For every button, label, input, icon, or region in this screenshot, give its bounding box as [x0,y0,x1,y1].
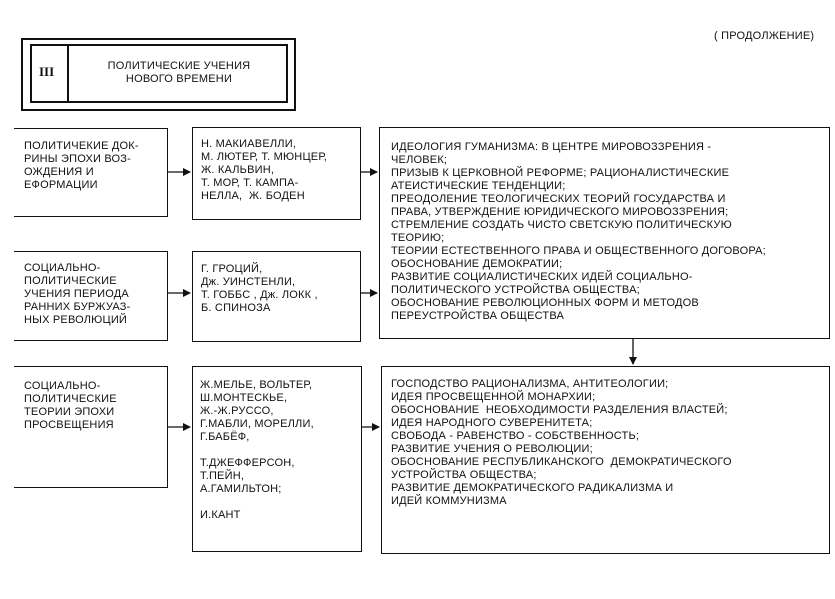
category-label-bourgeois-revolutions: СОЦИАЛЬНО- ПОЛИТИЧЕСКИЕ УЧЕНИЯ ПЕРИОДА РАННИХ БУРЖУАЗ- НЫХ РЕВОЛЮЦИЙ [24,262,131,326]
thinkers-list-bourgeois-revolutions: Г. ГРОЦИЙ, Дж. УИНСТЕНЛИ, Т. ГОББС , Дж. ЛОКК , Б. СПИНОЗА [201,263,318,314]
thinkers-list-enlightenment: Ж.МЕЛЬЕ, ВОЛЬТЕР, Ш.МОНТЕСКЬЕ, Ж.-Ж.РУССО, Г.МАБЛИ, МОРЕЛЛИ, Г.БАБЁФ, Т.ДЖЕФФЕРСОН, Т.ПЕЙН, А.ГАМИЛЬТОН; И.КАНТ [200,379,314,521]
ideas-text-lower: ГОСПОДСТВО РАЦИОНАЛИЗМА, АНТИТЕОЛОГИИ; ИДЕЯ ПРОСВЕЩЕННОЙ МОНАРХИИ; ОБОСНОВАНИЕ НЕОБХОДИМОСТИ РАЗДЕЛЕНИЯ ВЛАСТЕЙ; ИДЕЯ НАРОДНОГО СУВЕРЕНИТЕТА; СВОБОДА - РАВЕНСТВО - СОБСТВЕННОСТЬ; РАЗВИТИЕ УЧЕНИЯ О РЕВОЛЮЦИИ; ОБОСНОВАНИЕ РЕСПУБЛИКАНСКОГО ДЕМОКРАТИЧЕСКОГО УСТРОЙСТВА ОБЩЕСТВА; РАЗВИТИЕ ДЕМОКРАТИЧЕСКОГО РАДИКАЛИЗМА И ИДЕЙ КОММУНИЗМА [391,378,732,507]
continuation-note: ( ПРОДОЛЖЕНИЕ) [714,30,815,42]
thinkers-list-renaissance: Н. МАКИАВЕЛЛИ, М. ЛЮТЕР, Т. МЮНЦЕР, Ж. КАЛЬВИН, Т. МОР, Т. КАМПА- НЕЛЛА, Ж. БОДЕН [201,138,328,202]
section-number: III [39,64,55,79]
ideas-text-upper: ИДЕОЛОГИЯ ГУМАНИЗМА: В ЦЕНТРЕ МИРОВОЗЗРЕНИЯ - ЧЕЛОВЕК; ПРИЗЫВ К ЦЕРКОВНОЙ РЕФОРМЕ; РАЦИОНАЛИСТИЧЕСКИЕ АТЕИСТИЧЕСКИЕ ТЕНДЕНЦИИ; ПРЕОДОЛЕНИЕ ТЕОЛОГИЧЕСКИХ ТЕОРИЙ ГОСУДАРСТВА И ПРАВА, УТВЕРЖДЕНИЕ ЮРИДИЧЕСКОГО МИРОВОЗЗРЕНИЯ; СТРЕМЛЕНИЕ СОЗДАТЬ ЧИСТО СВЕТСКУЮ ПОЛИТИЧЕСКУЮ ТЕОРИЮ; ТЕОРИИ ЕСТЕСТВЕННОГО ПРАВА И ОБЩЕСТВЕННОГО ДОГОВОРА; ОБОСНОВАНИЕ ДЕМОКРАТИИ; РАЗВИТИЕ СОЦИАЛИСТИЧЕСКИХ ИДЕЙ СОЦИАЛЬНО- ПОЛИТИЧЕСКОГО УСТРОЙСТВА ОБЩЕСТВА; ОБОСНОВАНИЕ РЕВОЛЮЦИОННЫХ ФОРМ И МЕТОДОВ ПЕРЕУСТРОЙСТВА ОБЩЕСТВА [391,141,766,322]
category-label-enlightenment: СОЦИАЛЬНО- ПОЛИТИЧЕСКИЕ ТЕОРИИ ЭПОХИ ПРОСВЕЩЕНИЯ [24,380,117,431]
category-label-renaissance: ПОЛИТИЧЕКИЕ ДОК- РИНЫ ЭПОХИ ВОЗ- ОЖДЕНИЯ И ЕФОРМАЦИИ [24,140,139,191]
section-title: ПОЛИТИЧЕСКИЕ УЧЕНИЯ НОВОГО ВРЕМЕНИ [107,60,251,85]
